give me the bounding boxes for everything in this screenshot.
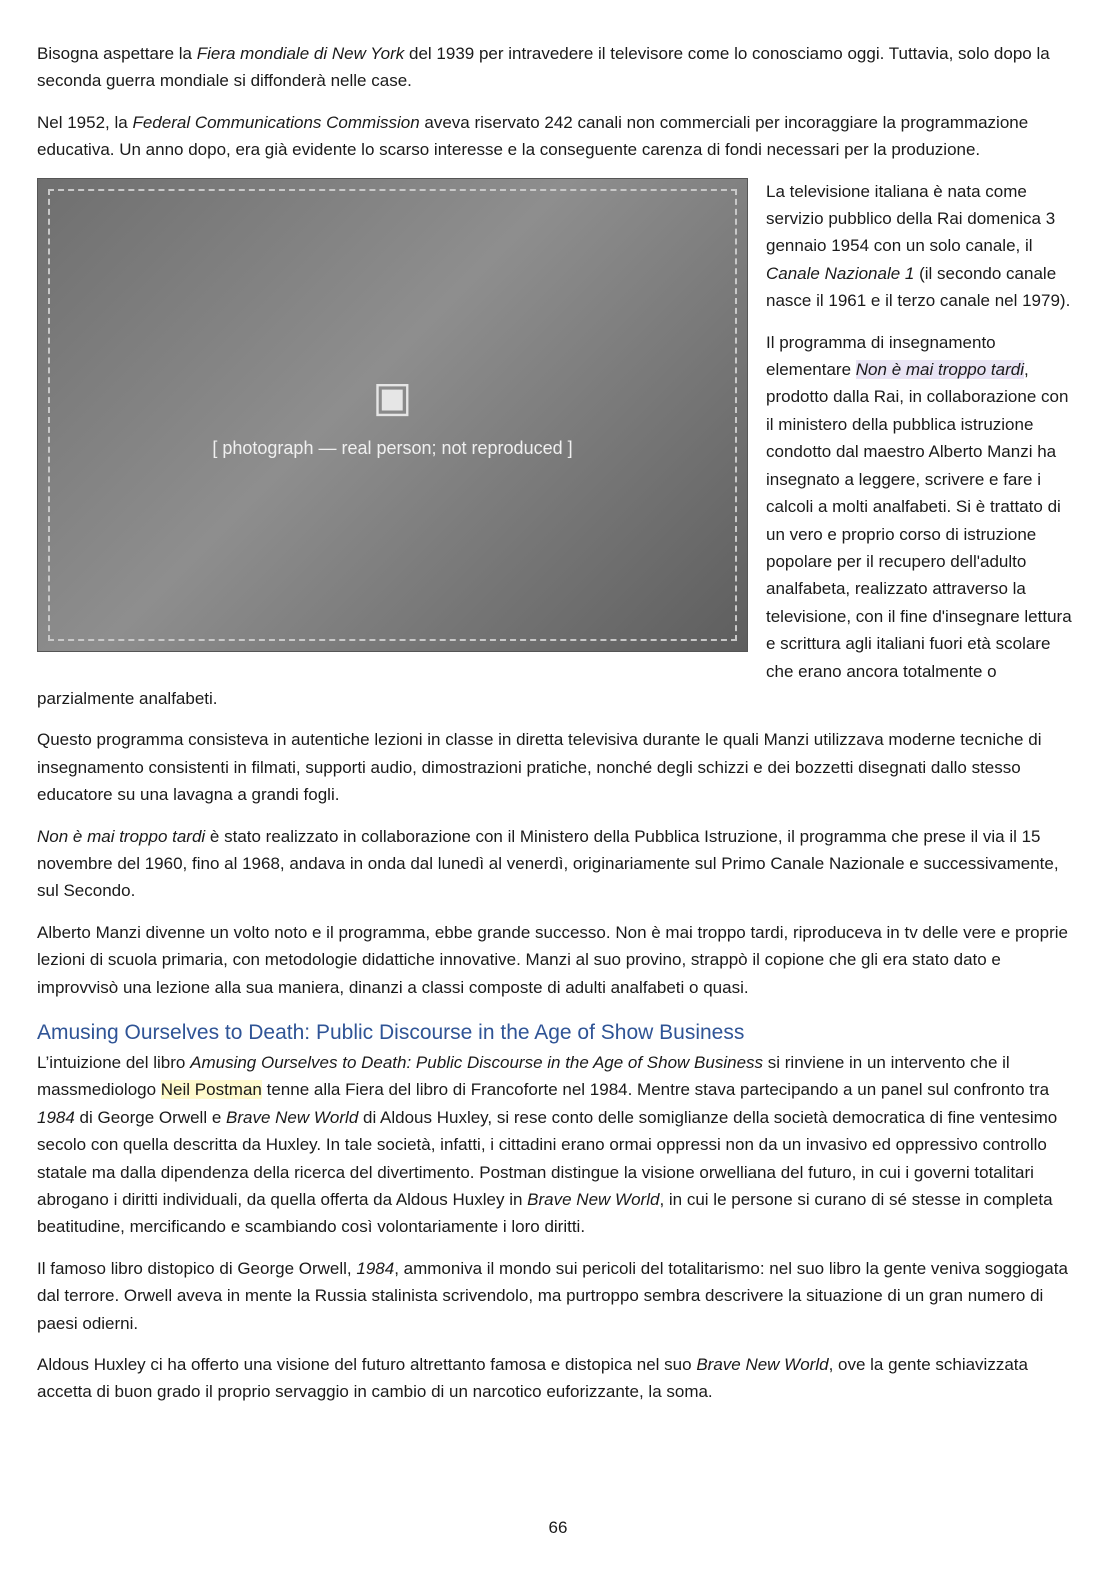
document-body	[37, 40, 1077, 1420]
paragraph-4: Il programma di insegnamento elementare Non è mai troppo tardi, prodotto dalla Rai, in collaborazione con il ministero della pubblica istruzione condotto dal maestro Alberto Manzi ha insegnato a leggere, scrivere e fare i calcoli a molti analfabeti. Si è trattato di un vero e proprio corso di istruzione popolare per il recupero dell'adulto analfabeta, realizzato attraverso la televisione, con il fine d'insegnare lettura e scrittura agli italiani fuori età scolare che erano ancora totalmente o parzialmente analfabeti.	[37, 332, 1072, 708]
page-number: 66	[548, 1518, 568, 1537]
paragraph-7: Alberto Manzi divenne un volto noto e il programma, ebbe grande successo. Non è mai troppo tardi, riproduceva in tv delle vere e proprie lezioni di scuola primaria, con metodologie didattiche innovative. Manzi al suo provino, strappò il copione che gli era stato dato e improvvisò una lezione alla sua maniera, dinanzi a classi composte di adulti analfabeti o quasi.	[37, 922, 1068, 997]
paragraph-10: Aldous Huxley ci ha offerto una visione del futuro altrettanto famosa e distopica nel suo Brave New World, ove la gente schiavizzata accetta di buon grado il proprio servaggio in cambio di un narcotico euforizzante, la soma.	[37, 1355, 1028, 1402]
paragraph-2: Nel 1952, la Federal Communications Commission aveva riservato 242 canali non commerciali per incoraggiare la programmazione educativa. Un anno dopo, era già evidente lo scarso interesse e la conseguente carenza di fondi necessari per la produzione.	[37, 112, 1029, 160]
photo-placeholder: ▣ [ photograph — real person; not reproduced ]	[37, 178, 748, 652]
paragraph-1: Bisogna aspettare la Fiera mondiale di New York del 1939 per intravedere il televisore come lo conosciamo oggi. Tuttavia, solo dopo la seconda guerra mondiale si diffonderà nelle case.	[37, 44, 1050, 91]
paragraph-6: Non è mai troppo tardi è stato realizzato in collaborazione con il Ministero della Pubblica Istruzione, il programma che prese il via il 15 novembre del 1960, fino al 1968, andava in onda dal lunedì al venerdì, originariamente sul Primo Canale Nazionale e successivamente, sul Secondo.	[37, 826, 1059, 901]
paragraph-8: L’intuizione del libro Amusing Ourselves to Death: Public Discourse in the Age of Show Business si rinviene in un intervento che il massmediologo Neil Postman tenne alla Fiera del libro di Francoforte nel 1984. Mentre stava partecipando a un panel sul confronto tra 1984 di George Orwell e Brave New World di Aldous Huxley, si rese conto delle somiglianze della società democratica di fine ventesimo secolo con quella descritta da Huxley. In tale società, infatti, i cittadini erano ormai oppressi non da un invasivo ed oppressivo controllo statale ma dalla dipendenza della ricerca del divertimento. Postman distingue la visione orwelliana del futuro, in cui i governi totalitari abrogano i diritti individuali, da quella offerta da Aldous Huxley in Brave New World, in cui le persone si curano di sé stesse in completa beatitudine, mercificando e scambiando così volontariamente i loro diritti.	[37, 1053, 1058, 1237]
section-heading: Amusing Ourselves to Death: Public Discourse in the Age of Show Business	[37, 1021, 745, 1044]
paragraph-3: La televisione italiana è nata come servizio pubblico della Rai domenica 3 gennaio 1954 con un solo canale, il Canale Nazionale 1 (il secondo canale nasce il 1961 e il terzo canale nel 1979).	[766, 181, 1071, 311]
paragraph-9: Il famoso libro distopico di George Orwell, 1984, ammoniva il mondo sui pericoli del totalitarismo: nel suo libro la gente veniva soggiogata dal terrore. Orwell aveva in mente la Russia stalinista scrivendolo, ma purtroppo sembra descrivere la situazione di un gran numero di paesi odierni.	[37, 1258, 1068, 1333]
highlight-neil-postman: Neil Postman	[160, 1080, 262, 1100]
image-icon: ▣	[372, 372, 413, 420]
paragraph-5: Questo programma consisteva in autentiche lezioni in classe in diretta televisiva durante le quali Manzi utilizzava moderne tecniche di insegnamento consistenti in filmati, supporti audio, dimostrazioni pratiche, nonché degli schizzi e dei bozzetti disegnati dallo stesso educatore su una lavagna a grandi fogli.	[37, 730, 1042, 805]
